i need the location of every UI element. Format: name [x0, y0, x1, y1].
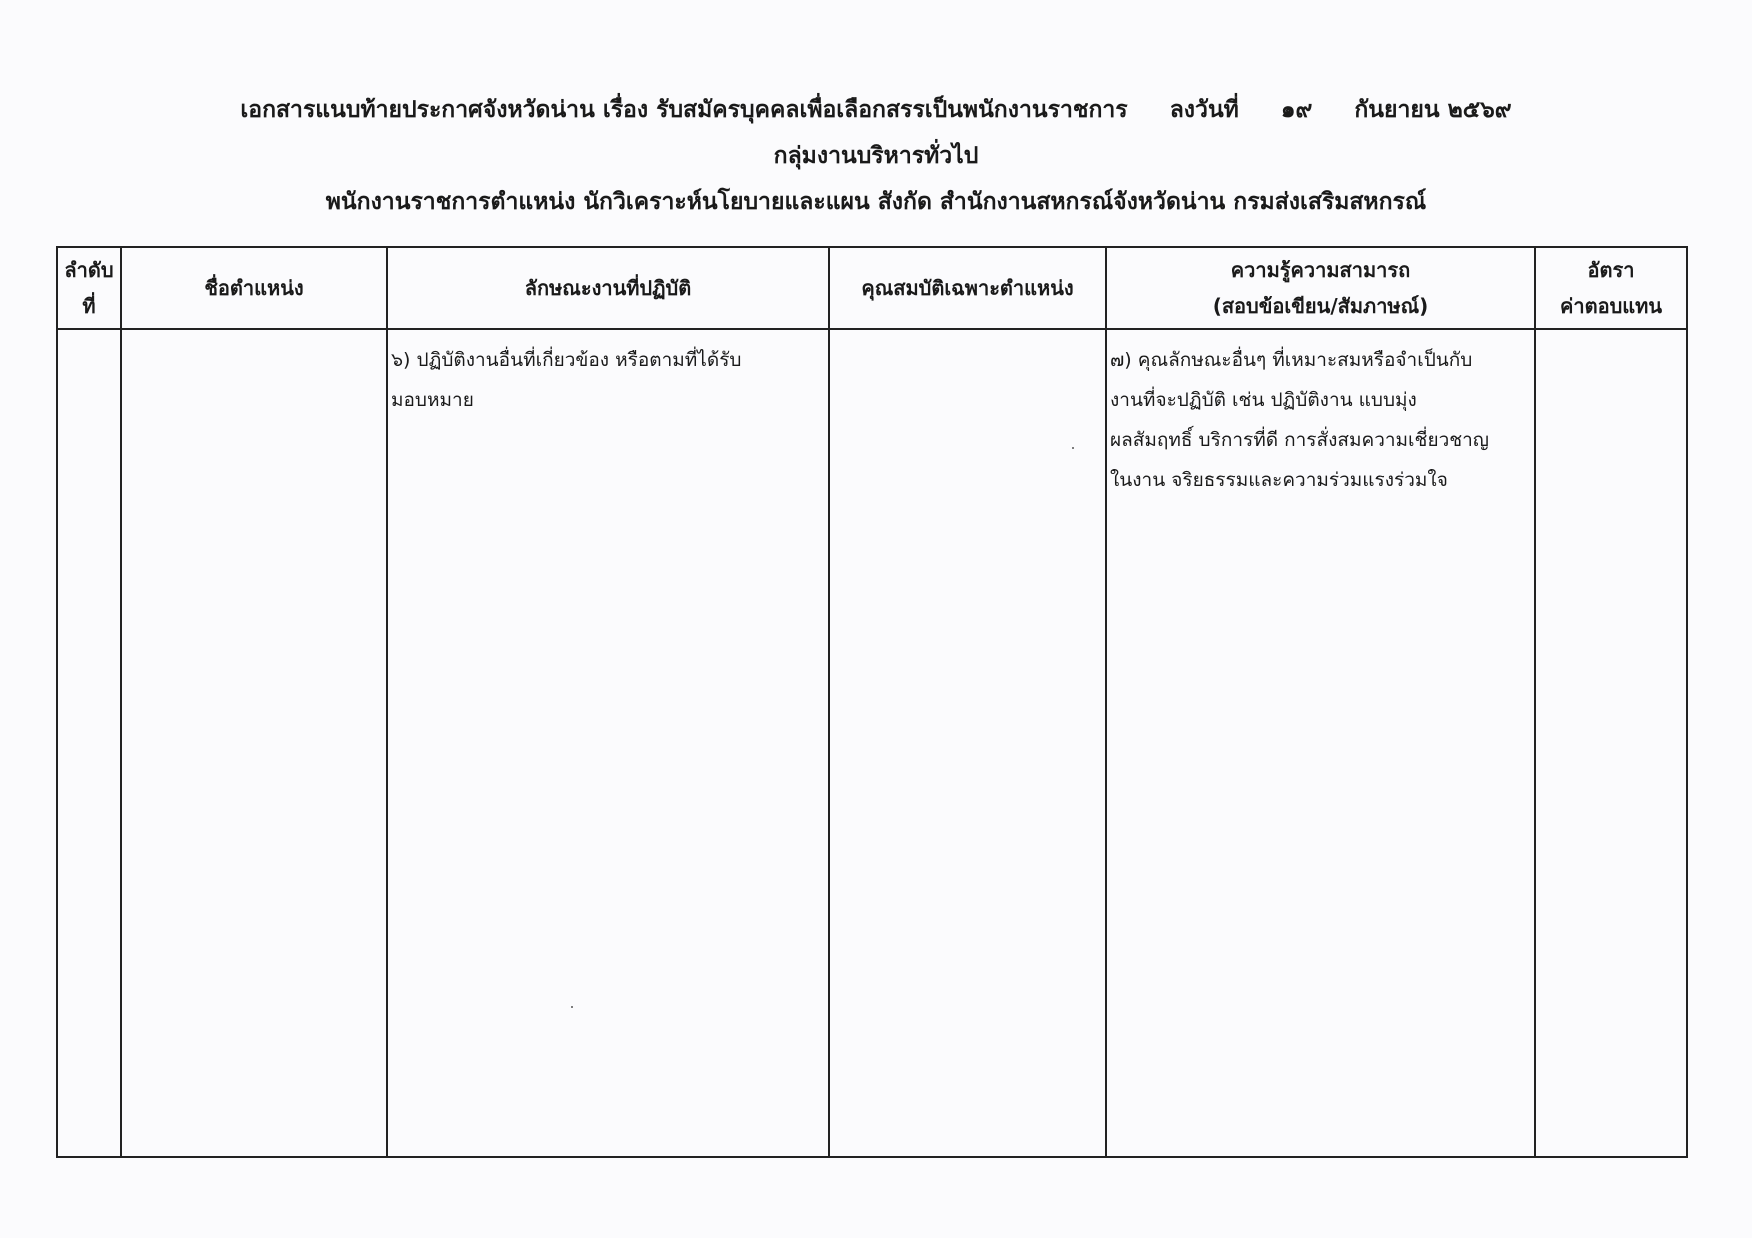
header-rate-line1: อัตรา	[1587, 258, 1635, 282]
cell-position-name	[121, 329, 387, 1157]
scan-speck	[571, 1006, 573, 1008]
header-date-month-year: กันยายน ๒๕๖๙	[1354, 97, 1512, 123]
scan-speck	[1072, 447, 1074, 449]
knowledge-line: ผลสัมฤทธิ์ บริการที่ดี การสั่งสมความเชี่ยวชาญ	[1110, 429, 1489, 451]
cell-rate	[1535, 329, 1687, 1157]
header-knowledge-line1: ความรู้ความสามารถ	[1230, 258, 1411, 282]
header-no-line2: ที่	[82, 294, 96, 318]
header-announcement-text: เอกสารแนบท้ายประกาศจังหวัดน่าน เรื่อง รับสมัครบุคคลเพื่อเลือกสรรเป็นพนักงานราชการ	[240, 97, 1128, 123]
table-row	[57, 329, 1687, 1157]
knowledge-line: ๗) คุณลักษณะอื่นๆ ที่เหมาะสมหรือจำเป็นกับ	[1110, 349, 1473, 371]
cell-knowledge	[1106, 329, 1535, 1157]
header-no-line1: ลำดับ	[64, 258, 114, 282]
header-knowledge	[1106, 247, 1535, 329]
knowledge-line: ในงาน จริยธรรมและความร่วมแรงร่วมใจ	[1110, 469, 1448, 491]
cell-no	[57, 329, 121, 1157]
header-position-affiliation: พนักงานราชการตำแหน่ง นักวิเคราะห์นโยบายและแผน สังกัด สำนักงานสหกรณ์จังหวัดน่าน กรมส่งเสริมสหกรณ์	[325, 189, 1427, 215]
header-job-description: ลักษณะงานที่ปฏิบัติ	[387, 247, 829, 329]
header-no	[57, 247, 121, 329]
header-rate-line2: ค่าตอบแทน	[1559, 294, 1663, 318]
header-rate	[1535, 247, 1687, 329]
cell-qualifications	[829, 329, 1106, 1157]
header-qualifications: คุณสมบัติเฉพาะตำแหน่ง	[829, 247, 1106, 329]
table-header-row	[57, 247, 1687, 329]
knowledge-line: งานที่จะปฏิบัติ เช่น ปฏิบัติงาน แบบมุ่ง	[1110, 389, 1417, 411]
header-position-name: ชื่อตำแหน่ง	[121, 247, 387, 329]
document-header	[0, 92, 1752, 220]
header-date-day: ๑๙	[1280, 97, 1313, 123]
header-knowledge-line2: (สอบข้อเขียน/สัมภาษณ์)	[1212, 294, 1429, 318]
header-date-prefix: ลงวันที่	[1169, 97, 1239, 123]
job-detail-table	[56, 246, 1688, 1158]
job-description-line: มอบหมาย	[391, 389, 474, 411]
cell-job-description	[387, 329, 829, 1157]
header-department: กลุ่มงานบริหารทั่วไป	[773, 143, 979, 169]
job-description-line: ๖) ปฏิบัติงานอื่นที่เกี่ยวข้อง หรือตามที่ได้รับ	[391, 349, 742, 371]
header-title-line	[0, 92, 1752, 128]
